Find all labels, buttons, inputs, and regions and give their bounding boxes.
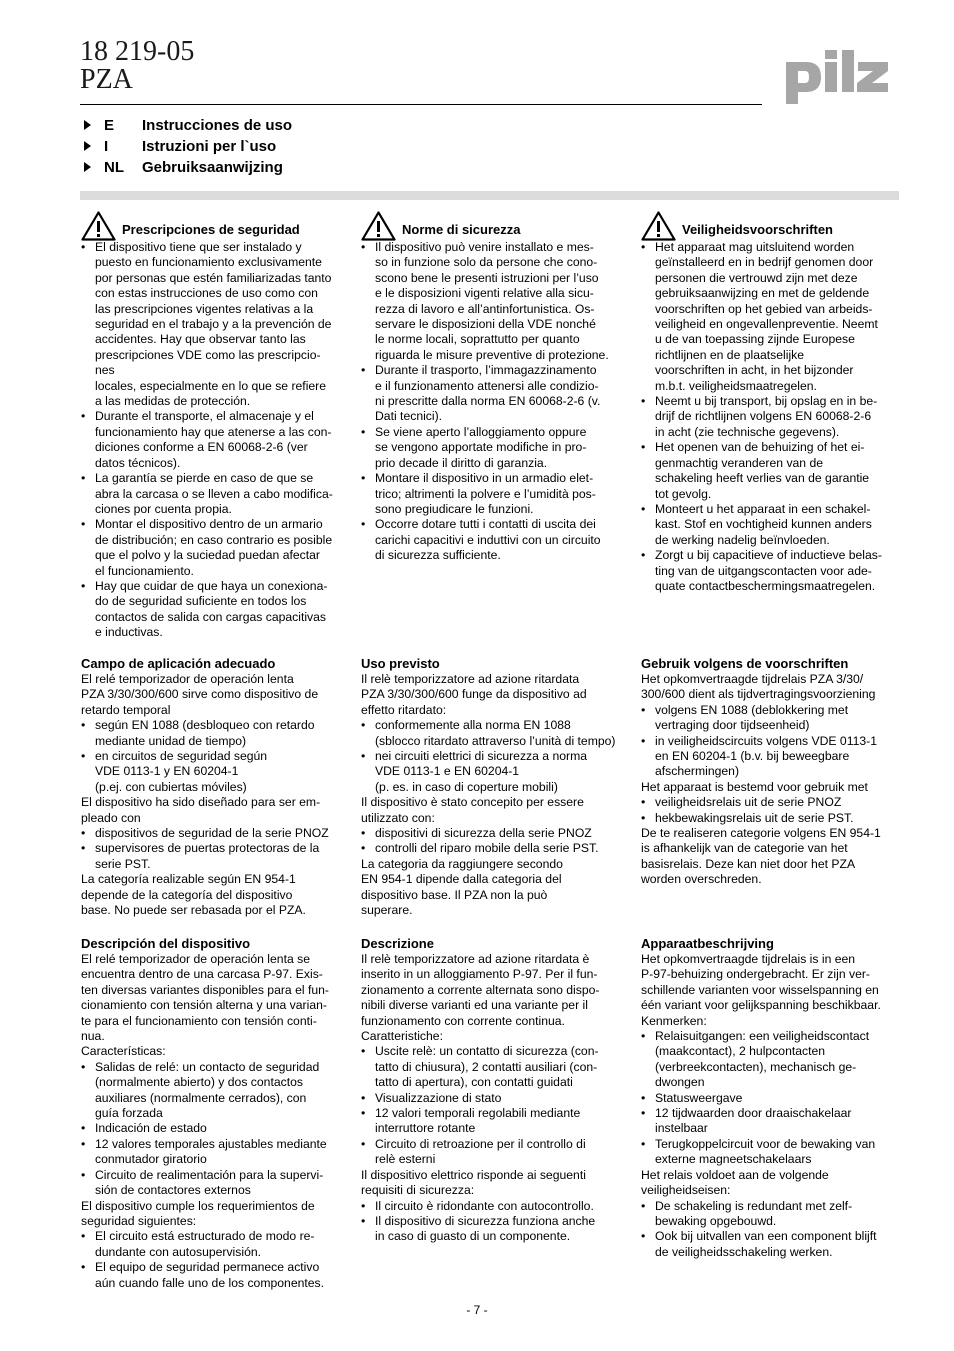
text-line: La categoría realizable según EN 954-1	[81, 872, 296, 887]
text-line: VDE 0113-1 e EN 60204-1	[375, 764, 520, 779]
text-line: voorschriften in acht, in het bijzonder	[655, 363, 854, 378]
safety-item	[81, 471, 340, 517]
text-line: personen die vertrouwd zijn met deze	[655, 270, 858, 285]
text-line: de distribución; en caso contrario es posible	[95, 532, 333, 547]
text-line: • Het openen van de behuizing of het ei-	[655, 440, 865, 455]
text-line: de veiligheidsschakeling werken.	[655, 1244, 833, 1259]
paragraph	[361, 795, 620, 826]
text-line: • Se viene aperto l’alloggiamento oppure	[375, 424, 587, 439]
text-line: puesto en funcionamiento exclusivamente	[95, 255, 322, 270]
text-line: drijf de richtlijnen volgens EN 60068-2-6	[655, 409, 872, 424]
text-line: • El dispositivo tiene que ser instalado y	[95, 240, 302, 254]
text-line: tatto di chiusura), 2 contatti ausiliari (con-	[375, 1059, 598, 1074]
text-line: • dispositivi di sicurezza della serie PNOZ	[375, 826, 592, 841]
text-line: dundante con autosupervisión.	[95, 1244, 262, 1259]
text-line: El dispositivo cumple los requerimientos de	[81, 1198, 315, 1213]
device-description-section	[361, 936, 620, 1245]
safety-item	[641, 440, 903, 502]
bullet-list	[641, 703, 903, 780]
bullet-list	[81, 826, 340, 872]
text-line: • Il dispositivo può venire installato e mes-	[375, 240, 594, 254]
text-line: geïnstalleerd en in bedrijf genomen door	[655, 255, 874, 270]
text-line: 300/600 dient als tijdvertragingsvoorziening	[641, 687, 876, 702]
text-line: las prescripciones vigentes relativas a la	[95, 301, 314, 316]
safety-heading	[81, 210, 340, 240]
safety-item	[81, 409, 340, 471]
language-code: E	[104, 117, 115, 134]
text-line: vertraging door tijdseenheid)	[655, 718, 810, 733]
paragraph	[81, 672, 340, 718]
bullet-list	[361, 718, 620, 795]
text-line: u de van toepassing zijnde Europese	[655, 332, 855, 347]
list-item	[81, 1121, 340, 1136]
text-line: di sicurezza sufficiente.	[375, 548, 501, 563]
paragraph	[361, 857, 620, 919]
paragraph	[361, 672, 620, 718]
triangle-bullet-icon	[84, 120, 91, 130]
product-name: PZA	[80, 64, 133, 95]
text-line: diciones conforme a EN 60068-2-6 (ver	[95, 440, 308, 455]
text-line: con estas instrucciones de uso como con	[95, 286, 318, 301]
text-line: • Uscite relè: un contatto di sicurezza (con-	[375, 1044, 599, 1059]
safety-item	[81, 517, 340, 579]
text-line: m.b.t. veiligheidsmaatregelen.	[655, 378, 817, 393]
list-item	[361, 1091, 620, 1106]
text-line: • nei circuiti elettrici di sicurezza a norma	[375, 749, 588, 764]
text-line: prescripciones VDE como las prescripcio-	[95, 347, 321, 362]
text-line: datos técnicos).	[95, 455, 181, 470]
text-line: • controlli del riparo mobile della serie PST.	[375, 841, 599, 856]
text-line: ten diversas variantes disponibles para el fun-	[81, 982, 329, 997]
text-line: do de seguridad suficiente en todos los	[95, 594, 307, 609]
text-line: • Il dispositivo di sicurezza funziona anche	[375, 1213, 596, 1228]
text-line: que el polvo y la suciedad puedan afectar	[95, 548, 320, 563]
safety-section	[361, 210, 620, 564]
text-line: prio decade il diritto di garanzia.	[375, 455, 548, 470]
description-title: Descrizione	[361, 936, 434, 951]
text-line: • 12 valores temporales ajustables mediante	[95, 1136, 327, 1151]
text-line: tot gevolg.	[655, 486, 712, 501]
paragraph	[641, 952, 903, 1029]
safety-section	[81, 210, 340, 641]
text-line: nes	[95, 363, 115, 378]
safety-title: Norme di sicurezza	[402, 222, 521, 237]
list-item	[361, 749, 620, 795]
paragraph	[81, 1199, 340, 1230]
text-line: • El circuito está estructurado de modo re-	[95, 1229, 315, 1244]
text-line: e inductivas.	[95, 625, 163, 640]
text-line: externe magneetschakelaars	[655, 1152, 812, 1167]
text-line: Il dispositivo è stato concepito per essere	[361, 795, 584, 810]
list-item	[641, 1229, 903, 1260]
text-line: • Durante el transporte, el almacenaje y el	[95, 409, 314, 424]
text-line: scono bene le presenti istruzioni per l’uso	[375, 270, 599, 285]
list-item	[81, 749, 340, 795]
text-line: seguridad en el trabajo y a la prevención de	[95, 317, 332, 332]
text-line: Il dispositivo elettrico risponde ai seguenti	[361, 1167, 586, 1182]
safety-title: Veiligheidsvoorschriften	[682, 222, 833, 237]
safety-list	[81, 240, 340, 641]
text-line: gebruiksaanwijzing en met de geldende	[655, 286, 870, 301]
text-line: dwongen	[655, 1075, 705, 1090]
text-line: Características:	[81, 1044, 166, 1059]
text-line: e il funzionamento attenersi alle condizio-	[375, 378, 599, 393]
text-line: • Monteert u het apparaat in een schakel-	[655, 501, 871, 516]
text-line: superare.	[361, 903, 413, 918]
text-line: seguridad siguientes:	[81, 1213, 197, 1228]
text-line: • La garantía se pierde en caso de que se	[95, 471, 314, 486]
list-item	[361, 1199, 620, 1214]
language-code: I	[104, 138, 109, 155]
bullet-list	[361, 1199, 620, 1245]
safety-item	[361, 363, 620, 425]
text-line: funzionamento con corrente continua.	[361, 1013, 565, 1028]
text-line: • El equipo de seguridad permanece activo	[95, 1260, 320, 1275]
text-line: se vengono apportate modifiche in pro-	[375, 440, 587, 455]
text-line: • Circuito de realimentación para la supervi-	[95, 1167, 324, 1182]
text-line: veiligheidseisen:	[641, 1183, 731, 1198]
text-line: één variant voor gelijkspanning beschikbaar.	[641, 998, 881, 1013]
bullet-list	[641, 795, 903, 826]
text-line: Il relè temporizzatore ad azione ritardata	[361, 672, 580, 686]
paragraph	[81, 952, 340, 1060]
text-line: por personas que estén familiarizadas tanto	[95, 270, 332, 285]
safety-item	[81, 579, 340, 641]
text-line: • Hay que cuidar de que haya un conexiona-	[95, 578, 328, 593]
text-line: requisiti di sicurezza:	[361, 1183, 475, 1198]
list-item	[641, 795, 903, 810]
text-line: • según EN 1088 (desbloqueo con retardo	[95, 718, 315, 733]
section-divider-band	[80, 191, 899, 200]
text-line: PZA 3/30/300/600 funge da dispositivo ad	[361, 687, 587, 702]
text-line: carichi capacitivi e induttivi con un circuito	[375, 532, 601, 547]
text-line: Il relè temporizzatore ad azione ritardata è	[361, 952, 590, 966]
text-line: Caratteristiche:	[361, 1029, 443, 1044]
text-line: (normalmente abierto) y dos contactos	[95, 1075, 303, 1090]
text-line: • Salidas de relé: un contacto de seguridad	[95, 1059, 320, 1074]
safety-item	[81, 240, 340, 409]
text-line: encuentra dentro de una carcasa P-97. Exis-	[81, 967, 323, 982]
text-line: VDE 0113-1 y EN 60204-1	[95, 764, 239, 779]
language-name: Gebruiksaanwijzing	[142, 159, 283, 176]
text-line: tatto di apertura), con contatti guidati	[375, 1075, 573, 1090]
text-line: contactos de salida con cargas capacitivas	[95, 609, 327, 624]
text-line: • hekbewakingsrelais uit de serie PST.	[655, 810, 854, 825]
bullet-list	[361, 1044, 620, 1167]
text-line: • Durante il trasporto, l’immagazzinamento	[375, 363, 597, 378]
safety-item	[361, 517, 620, 563]
safety-list	[641, 240, 903, 594]
intended-use-title: Campo de aplicación adecuado	[81, 656, 276, 671]
text-line: le norme locali, soprattutto per quanto	[375, 332, 580, 347]
paragraph	[81, 872, 340, 918]
text-line: ciones por cuenta propia.	[95, 501, 232, 516]
list-item	[361, 841, 620, 856]
safety-item	[641, 394, 903, 440]
text-line: La categoria da raggiungere secondo	[361, 856, 563, 871]
document-title	[80, 38, 194, 94]
header-rule	[80, 104, 762, 105]
text-line: El relé temporizador de operación lenta se	[81, 952, 310, 966]
text-line: De te realiseren categorie volgens EN 954-1	[641, 826, 881, 841]
text-line: is afhankelijk van de categorie van het	[641, 841, 848, 856]
safety-item	[361, 425, 620, 471]
safety-item	[641, 240, 903, 394]
text-line: Dati tecnici).	[375, 409, 443, 424]
paragraph	[361, 1168, 620, 1199]
intended-use-section	[641, 656, 903, 888]
text-line: (verbreekcontacten), mechanisch ge-	[655, 1059, 857, 1074]
text-line: • dispositivos de seguridad de la serie PNOZ	[95, 826, 329, 841]
safety-list	[361, 240, 620, 564]
text-line: inserito in un alloggiamento P-97. Per il fun-	[361, 967, 598, 982]
text-line: e le disposizioni vigenti relative alla sicu-	[375, 286, 594, 301]
list-item	[81, 1168, 340, 1199]
text-line: veiligheid en ongevallenpreventie. Neemt	[655, 317, 878, 332]
list-item	[81, 1137, 340, 1168]
text-line: base. No puede ser rebasada por el PZA.	[81, 903, 306, 918]
list-item	[361, 1106, 620, 1137]
text-line: genmachtig veranderen van de	[655, 455, 824, 470]
text-line: depende de la categoría del dispositivo	[81, 887, 293, 902]
text-line: serie PST.	[95, 856, 151, 871]
text-line: • Occorre dotare tutti i contatti di uscita dei	[375, 517, 596, 532]
intended-use-title: Uso previsto	[361, 656, 440, 671]
text-line: nibili diverse varianti ed una variante per il	[361, 998, 588, 1013]
text-line: • 12 valori temporali regolabili mediante	[375, 1106, 581, 1121]
text-line: servare le disposizioni della VDE nonché	[375, 317, 596, 332]
text-line: (maakcontact), 2 hulpcontacten	[655, 1044, 826, 1059]
text-line: en EN 60204-1 (b.v. bij beweegbare	[655, 749, 850, 764]
text-line: Het opkomvertraagde tijdrelais PZA 3/30/	[641, 672, 864, 686]
list-item	[361, 718, 620, 749]
text-line: • conformemente alla norma EN 1088	[375, 718, 571, 733]
bullet-list	[81, 1229, 340, 1291]
text-line: • Montar el dispositivo dentro de un armario	[95, 517, 323, 532]
safety-heading	[641, 210, 903, 240]
text-line: • Terugkoppelcircuit voor de bewaking van	[655, 1136, 876, 1151]
text-line: • Zorgt u bij capacitieve of inductieve belas-	[655, 548, 882, 563]
text-line: • Het apparaat mag uitsluitend worden	[655, 240, 855, 254]
list-item	[641, 734, 903, 780]
text-line: (sblocco ritardato attraverso l’unità di tempo)	[375, 733, 616, 748]
bullet-list	[81, 1060, 340, 1199]
safety-item	[361, 240, 620, 363]
triangle-bullet-icon	[84, 141, 91, 151]
safety-item	[641, 502, 903, 548]
list-item	[81, 826, 340, 841]
text-line: relè esterni	[375, 1152, 436, 1167]
text-line: • Montare il dispositivo in un armadio elet-	[375, 471, 594, 486]
list-item	[641, 1199, 903, 1230]
page-number: - 7 -	[466, 1303, 488, 1317]
bullet-list	[361, 826, 620, 857]
paragraph	[641, 826, 903, 888]
description-title: Apparaatbeschrijving	[641, 936, 774, 951]
text-line: • De schakeling is redundant met zelf-	[655, 1198, 853, 1213]
text-line: • supervisores de puertas protectoras de la	[95, 841, 320, 856]
text-line: mediante unidad de tiempo)	[95, 733, 247, 748]
text-line: cionamiento con tensión alterna y una varian-	[81, 998, 327, 1013]
list-item	[641, 1091, 903, 1106]
text-line: so in funzione solo da persone che cono-	[375, 255, 598, 270]
text-line: PZA 3/30/300/600 sirve como dispositivo de	[81, 687, 319, 702]
list-item	[81, 1229, 340, 1260]
text-line: Het opkomvertraagde tijdrelais is in een	[641, 952, 856, 966]
text-line: El relé temporizador de operación lenta	[81, 672, 294, 686]
text-line: • Neemt u bij transport, bij opslag en in be-	[655, 394, 878, 409]
text-line: quate contactbeschermingsmaatregelen.	[655, 578, 876, 593]
text-line: bewaking opgebouwd.	[655, 1213, 777, 1228]
text-line: Het relais voldoet aan de volgende	[641, 1167, 829, 1182]
text-line: • 12 tijdwaarden door draaischakelaar	[655, 1106, 852, 1121]
list-item	[361, 1044, 620, 1090]
intended-use-section	[361, 656, 620, 919]
safety-title: Prescripciones de seguridad	[122, 222, 300, 237]
text-line: de werking nadelig beïnvloeden.	[655, 532, 830, 547]
text-line: te para el funcionamiento con tensión conti-	[81, 1013, 317, 1028]
text-line: utilizzato con:	[361, 810, 435, 825]
text-line: effetto ritardato:	[361, 702, 447, 717]
text-line: schillende varianten voor wisselspanning en	[641, 982, 879, 997]
text-line: abra la carcasa o se lleven a cabo modifica-	[95, 486, 333, 501]
safety-item	[361, 471, 620, 517]
list-item	[641, 1106, 903, 1137]
bullet-list	[81, 718, 340, 795]
text-line: richtlijnen en de plaatselijke	[655, 347, 805, 362]
text-line: auxiliares (normalmente cerrados), con	[95, 1090, 307, 1105]
list-item	[81, 841, 340, 872]
text-line: conmutador giratorio	[95, 1152, 207, 1167]
text-line: locales, especialmente en lo que se refiere	[95, 378, 327, 393]
list-item	[361, 1214, 620, 1245]
list-item	[641, 1137, 903, 1168]
text-line: • veiligheidsrelais uit de serie PNOZ	[655, 795, 842, 810]
paragraph	[361, 952, 620, 1044]
text-line: riguarda le misure preventive di protezione.	[375, 347, 609, 362]
text-line: a las medidas de protección.	[95, 394, 251, 409]
text-line: • Circuito di retroazione per il controllo di	[375, 1136, 586, 1151]
text-line: in caso di guasto di un componente.	[375, 1229, 571, 1244]
safety-item	[641, 548, 903, 594]
language-code: NL	[104, 159, 124, 176]
text-line: El dispositivo ha sido diseñado para ser em-	[81, 795, 321, 810]
bullet-list	[641, 1029, 903, 1168]
text-line: guía forzada	[95, 1106, 163, 1121]
text-line: zionamento a corrente alternata sono dispo-	[361, 982, 600, 997]
device-description-section	[81, 936, 340, 1291]
bullet-list	[641, 1199, 903, 1261]
safety-heading	[361, 210, 620, 240]
text-line: pleado con	[81, 810, 141, 825]
list-item	[81, 1060, 340, 1122]
safety-section	[641, 210, 903, 594]
text-line: trico; altrimenti la polvere e l’umidità pos-	[375, 486, 596, 501]
description-title: Descripción del dispositivo	[81, 936, 251, 951]
text-line: afschermingen)	[655, 764, 739, 779]
paragraph	[81, 795, 340, 826]
text-line: • en circuitos de seguridad según	[95, 749, 268, 764]
text-line: • Ook bij uitvallen van een component blijft	[655, 1229, 877, 1244]
paragraph	[641, 1168, 903, 1199]
text-line: EN 954-1 dipende dalla categoria del	[361, 872, 562, 887]
text-line: nua.	[81, 1029, 105, 1044]
text-line: retardo temporal	[81, 702, 171, 717]
paragraph	[641, 672, 903, 703]
list-item	[641, 703, 903, 734]
text-line: basisrelais. Deze kan niet door het PZA	[641, 856, 856, 871]
text-line: instelbaar	[655, 1121, 708, 1136]
language-name: Instrucciones de uso	[142, 117, 293, 134]
intended-use-section	[81, 656, 340, 919]
text-line: ting van de uitgangscontacten voor ade-	[655, 563, 872, 578]
document-code: 18 219-05	[80, 36, 195, 67]
text-line: Het apparaat is bestemd voor gebruik met	[641, 779, 868, 794]
text-line: • Il circuito è ridondante con autocontrollo.	[375, 1198, 594, 1213]
triangle-bullet-icon	[84, 162, 91, 172]
text-line: dispositivo base. Il PZA non la può	[361, 887, 548, 902]
device-description-section	[641, 936, 903, 1260]
text-line: • Visualizzazione di stato	[375, 1090, 502, 1105]
list-item	[361, 826, 620, 841]
text-line: worden overschreden.	[641, 872, 762, 887]
language-name: Istruzioni per l`uso	[142, 138, 277, 155]
intended-use-title: Gebruik volgens de voorschriften	[641, 656, 849, 671]
list-item	[361, 1137, 620, 1168]
pilz-logo	[784, 50, 904, 106]
text-line: sono pregiudicare le funzioni.	[375, 501, 534, 516]
text-line: el funcionamiento.	[95, 563, 194, 578]
text-line: (p.ej. con cubiertas móviles)	[95, 779, 247, 794]
text-line: P-97-behuizing ondergebracht. Er zijn ver-	[641, 967, 870, 982]
text-line: • Indicación de estado	[95, 1121, 207, 1136]
text-line: • Relaisuitgangen: een veiligheidscontact	[655, 1029, 870, 1044]
text-line: sión de contactores externos	[95, 1183, 251, 1198]
text-line: ni prescritte dalla norma EN 60068-2-6 (v.	[375, 394, 601, 409]
text-line: rezza di lavoro e all’antinfortunistica. Os-	[375, 301, 595, 316]
text-line: • in veiligheidscircuits volgens VDE 0113-1	[655, 733, 877, 748]
text-line: kast. Stof en vochtigheid kunnen anders	[655, 517, 872, 532]
text-line: interruttore rotante	[375, 1121, 476, 1136]
text-line: Kenmerken:	[641, 1013, 707, 1028]
list-item	[81, 718, 340, 749]
list-item	[81, 1260, 340, 1291]
text-line: accidentes. Hay que observar tanto las	[95, 332, 306, 347]
list-item	[641, 1029, 903, 1091]
text-line: in acht (zie technische gegevens).	[655, 424, 840, 439]
text-line: aún cuando falle uno de los componentes.	[95, 1275, 325, 1290]
text-line: • Statusweergave	[655, 1090, 743, 1105]
paragraph	[641, 780, 903, 795]
text-line: (p. es. in caso di coperture mobili)	[375, 779, 558, 794]
list-item	[641, 811, 903, 826]
text-line: funcionamiento hay que atenerse a las con-	[95, 424, 332, 439]
text-line: voorschriften op het gebied van arbeids-	[655, 301, 873, 316]
text-line: schakeling heeft verlies van de garantie	[655, 471, 870, 486]
text-line: • volgens EN 1088 (deblokkering met	[655, 702, 849, 717]
